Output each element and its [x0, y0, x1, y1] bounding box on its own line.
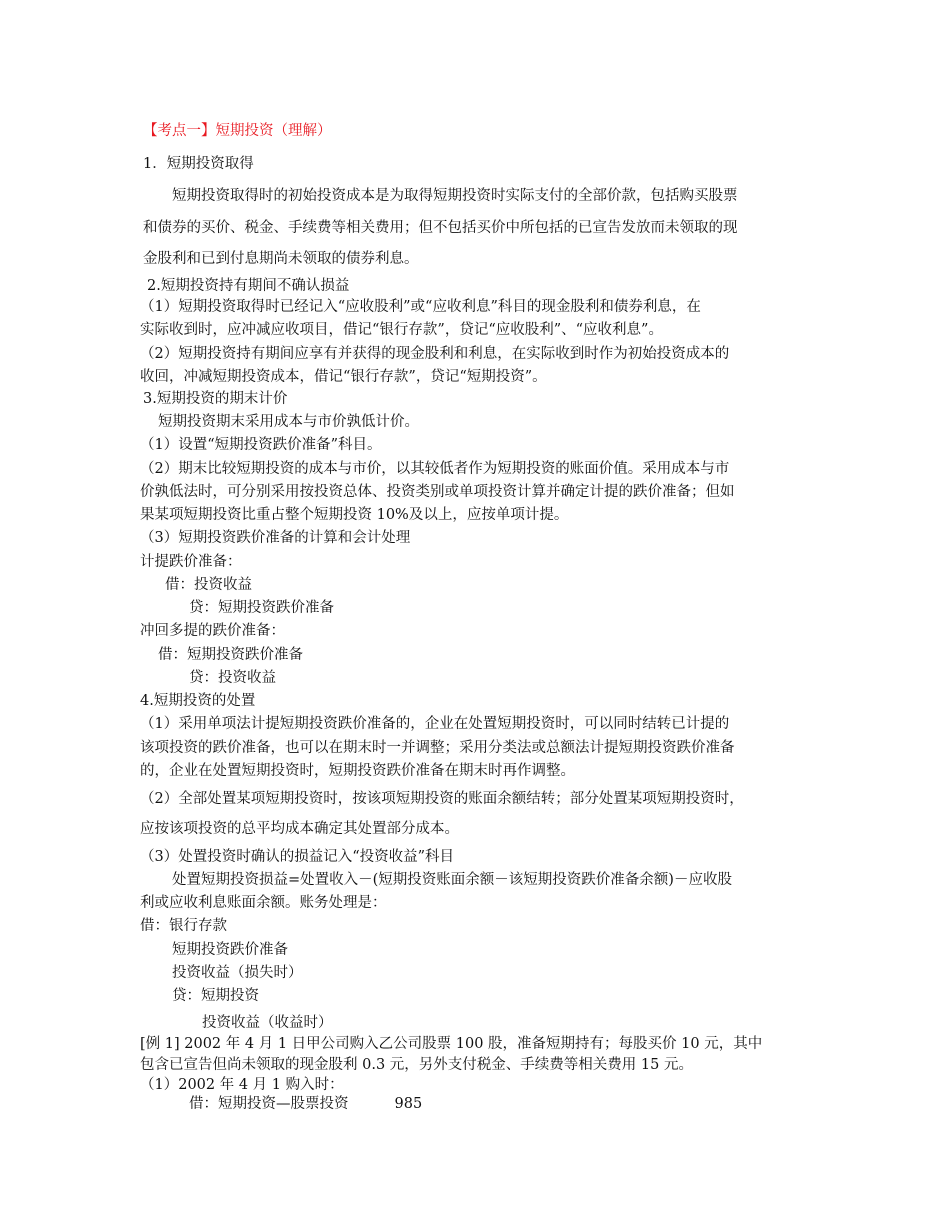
paragraph-line: 果某项短期投资比重占整个短期投资 10%及以上，应按单项计提。 — [140, 507, 569, 523]
journal-entry: 贷：短期投资跌价准备 — [189, 600, 334, 616]
paragraph-line: 短期投资取得时的初始投资成本是为取得短期投资时实际支付的全部价款，包括购买股票 — [172, 188, 738, 204]
paragraph-line: （1）采用单项法计提短期投资跌价准备的，企业在处置短期投资时，可以同时结转已计提的 — [140, 716, 730, 732]
paragraph-line: 实际收到时，应冲减应收项目，借记“银行存款”，贷记“应收股利”、“应收利息”。 — [140, 322, 663, 338]
paragraph-line: 冲回多提的跌价准备： — [140, 623, 285, 639]
paragraph-line: 和债券的买价、税金、手续费等相关费用；但不包括买价中所包括的已宣告发放而未领取的现 — [143, 220, 738, 236]
journal-entry: 贷：投资收益 — [189, 670, 276, 686]
journal-entry: 借：短期投资跌价准备 — [158, 647, 303, 663]
journal-entry — [189, 1094, 422, 1114]
journal-entry: 借：投资收益 — [165, 577, 252, 593]
paragraph-line: 的，企业在处置短期投资时，短期投资跌价准备在期末时再作调整。 — [140, 763, 575, 779]
heading-4: 4.短期投资的处置 — [140, 693, 256, 709]
section-title: 【考点一】短期投资（理解） — [143, 123, 332, 139]
paragraph-line: 短期投资期末采用成本与市价孰低计价。 — [158, 414, 419, 430]
paragraph-line: （2）全部处置某项短期投资时，按该项短期投资的账面余额结转；部分处置某项短期投资时， — [140, 791, 744, 807]
paragraph-line: （1）设置“短期投资跌价准备”科目。 — [140, 437, 382, 453]
example-line: [例 1] 2002 年 4 月 1 日甲公司购入乙公司股票 100 股，准备短期持有；每股买价 10 元，其中 — [140, 1036, 763, 1052]
journal-debit-account: 借：短期投资—股票投资 — [189, 1096, 349, 1112]
paragraph-line: 收回，冲减短期投资成本，借记“银行存款”，贷记“短期投资”。 — [140, 369, 547, 385]
journal-entry: 投资收益（收益时） — [202, 1015, 333, 1031]
paragraph-line: 金股利和已到付息期尚未领取的债券利息。 — [143, 251, 419, 267]
heading-3: 3.短期投资的期末计价 — [143, 391, 288, 407]
paragraph-line: （2）短期投资持有期间应享有并获得的现金股利和利息，在实际收到时作为初始投资成本的 — [140, 346, 730, 362]
paragraph-line: 处置短期投资损益=处置收入－(短期投资账面余额－该短期投资跌价准备余额)－应收股 — [172, 872, 732, 888]
journal-amount: 985 — [394, 1096, 423, 1112]
paragraph-line: （3）短期投资跌价准备的计算和会计处理 — [140, 530, 411, 546]
paragraph-line: 利或应收利息账面余额。账务处理是： — [140, 895, 387, 911]
paragraph-line: （3）处置投资时确认的损益记入“投资收益”科目 — [140, 849, 455, 865]
heading-1: 1．短期投资取得 — [143, 156, 254, 172]
paragraph-line: 价孰低法时，可分别采用按投资总体、投资类别或单项投资计算并确定计提的跌价准备；但如 — [140, 484, 735, 500]
paragraph-line: （2）期末比较短期投资的成本与市价，以其较低者作为短期投资的账面价值。采用成本与市 — [140, 461, 730, 477]
example-line: 包含已宣告但尚未领取的现金股利 0.3 元，另外支付税金、手续费等相关费用 15 元。 — [140, 1057, 693, 1073]
journal-entry: 借：银行存款 — [140, 918, 227, 934]
paragraph-line: 该项投资的跌价准备，也可以在期末时一并调整；采用分类法或总额法计提短期投资跌价准备 — [140, 740, 735, 756]
paragraph-line: （1）短期投资取得时已经记入“应收股利”或“应收利息”科目的现金股利和债券利息，在 — [140, 299, 701, 315]
paragraph-line: 计提跌价准备： — [140, 554, 242, 570]
paragraph-line: 应按该项投资的总平均成本确定其处置部分成本。 — [140, 821, 459, 837]
example-line: （1）2002 年 4 月 1 购入时： — [140, 1077, 344, 1093]
journal-entry: 投资收益（损失时） — [172, 965, 303, 981]
heading-2: 2.短期投资持有期间不确认损益 — [147, 278, 350, 294]
journal-entry: 贷：短期投资 — [172, 988, 259, 1004]
journal-entry: 短期投资跌价准备 — [172, 942, 288, 958]
